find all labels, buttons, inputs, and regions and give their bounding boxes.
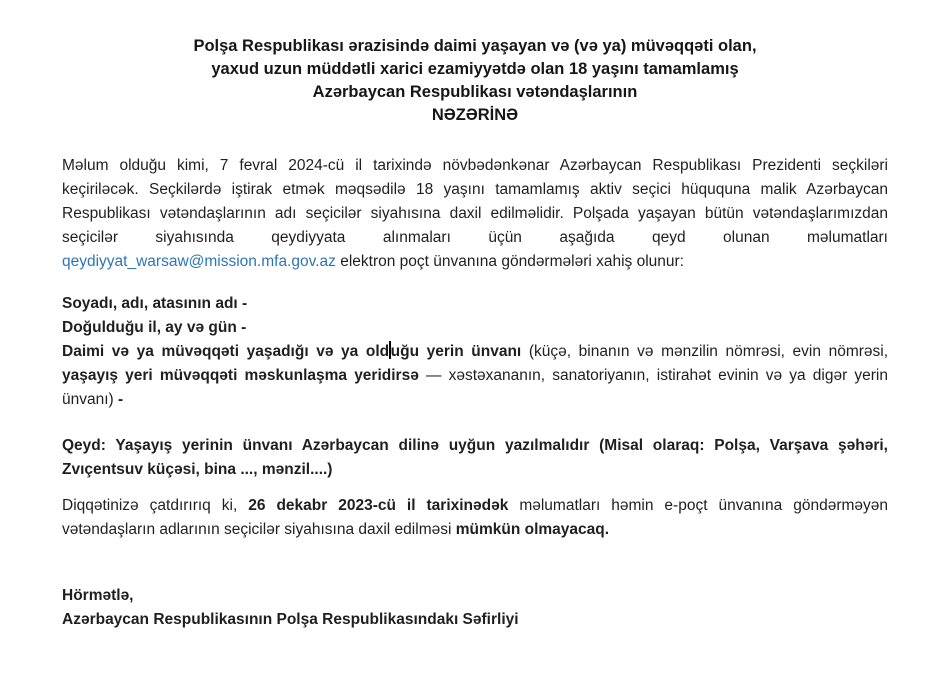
document-title <box>62 35 888 127</box>
deadline-regular-1: Diqqətinizə çatdırırıq ki, <box>62 497 249 514</box>
deadline-regular-2: məlumatları həmin e-poçt ünvanına göndərməyən vətəndaşların adlarının seçicilər siyahısına daxil edilməsi <box>62 497 889 538</box>
email-link[interactable]: qeydiyyat_warsaw@mission.mfa.gov.az <box>62 253 336 270</box>
address-detail-bold-2: yaşayış yeri müvəqqəti məskunlaşma yeridirsə <box>62 367 419 384</box>
title-line-1: Polşa Respublikası ərazisində daimi yaşayan və (və ya) müvəqqəti olan, <box>193 37 757 55</box>
deadline-paragraph <box>62 494 888 542</box>
signature-name: Azərbaycan Respublikasının Polşa Respublikasındakı Səfirliyi <box>62 611 519 628</box>
intro-text-after-email: elektron poçt ünvanına göndərmələri xahiş olunur: <box>335 253 684 270</box>
address-label-after-caret: uğu yerin ünvanı <box>390 343 522 360</box>
intro-paragraph <box>62 154 888 274</box>
field-line-surname: Soyadı, adı, atasının adı - <box>62 295 248 312</box>
address-detail-bold-dash: - <box>118 391 124 408</box>
title-line-3: Azərbaycan Respublikası vətəndaşlarının <box>312 83 638 101</box>
signature-block <box>62 584 888 632</box>
address-paragraph <box>62 340 888 412</box>
address-detail-regular-1: (küçə, binanın və mənzilin nömrəsi, evin nömrəsi, <box>521 343 889 360</box>
note-paragraph: Qeyd: Yaşayış yerinin ünvanı Azərbaycan dilinə uyğun yazılmalıdır (Misal olaraq: Polşa, Varşava şəhəri, Zvıçentsuv küçəsi, bina ..., mənzil....) <box>62 437 888 478</box>
title-line-4: NƏZƏRİNƏ <box>431 106 519 124</box>
address-label-before-caret: Daimi və ya müvəqqəti yaşadığı və ya old <box>62 343 390 360</box>
field-line-birthdate: Doğulduğu il, ay və gün - <box>62 319 247 336</box>
signature-salutation: Hörmətlə, <box>62 587 134 604</box>
deadline-date-bold: 26 dekabr 2023-cü il tarixinədək <box>248 497 509 514</box>
address-detail-regular-2: — xəstəxananın, sanatoriyanın, istirahət evinin və ya digər yerin ünvanı) <box>62 367 888 408</box>
intro-text-before-email: Məlum olduğu kimi, 7 fevral 2024-cü il tarixində növbədənkənar Azərbaycan Respublikası Prezidenti seçkiləri keçiriləcək. Seçkilərdə iştirak etmək məqsədilə 18 yaşını tamamlamış aktiv seçici hüququna malik Azərbaycan Respublikası vətəndaşlarının adı seçicilər siyahısına daxil edilməlidir. Polşada yaşayan bütün vətəndaşlarımızdan seçicilər siyahısında qeydiyyata alınmaları üçün aşağıda qeyd olunan məlumatları <box>62 157 888 246</box>
required-fields-block <box>62 292 888 412</box>
deadline-bold-2: mümkün olmayacaq. <box>455 521 610 538</box>
title-line-2: yaxud uzun müddətli xarici ezamiyyətdə olan 18 yaşını tamamlamış <box>211 60 739 78</box>
